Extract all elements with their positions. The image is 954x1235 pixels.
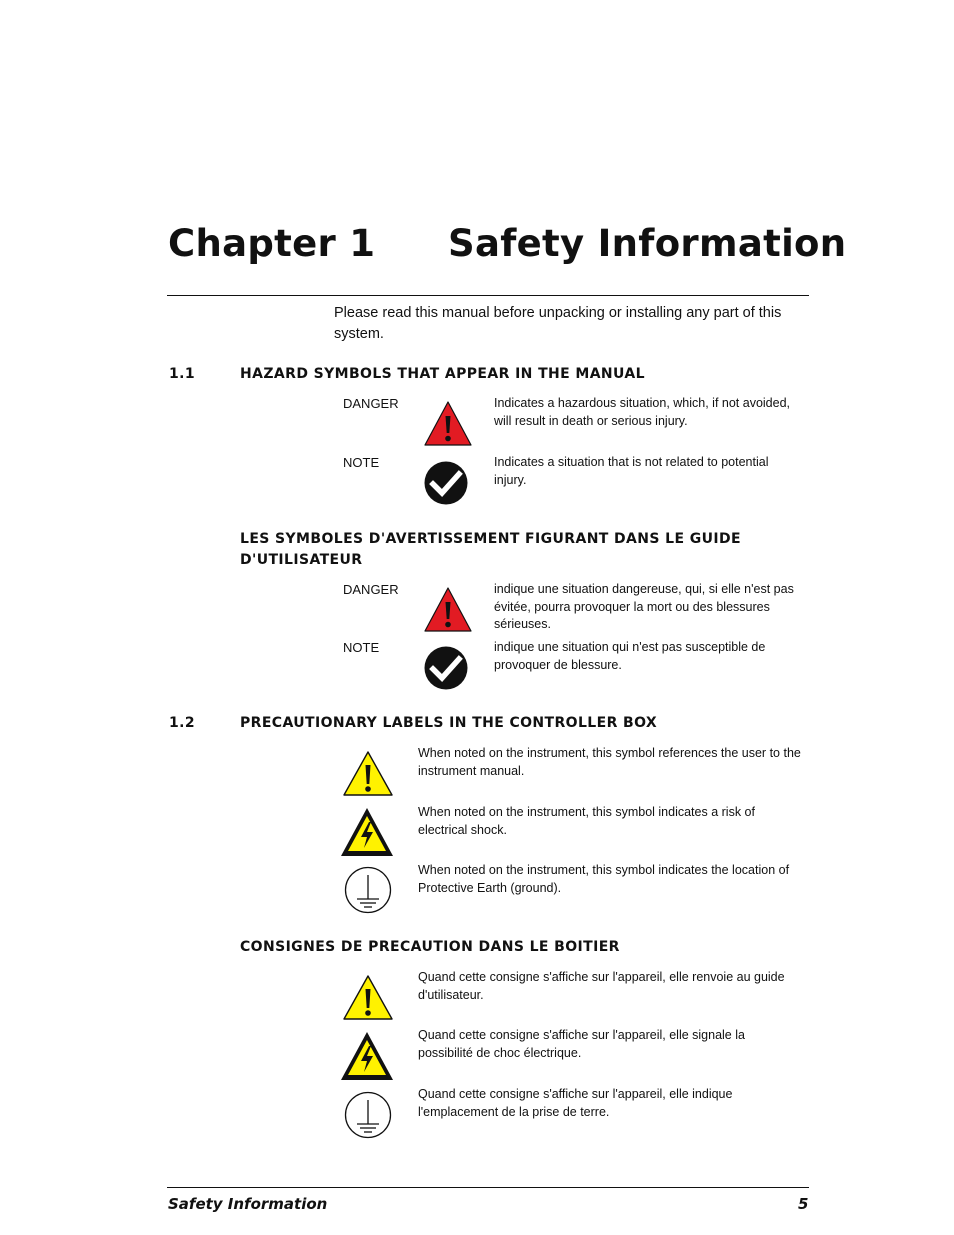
heading-divider: [167, 295, 809, 296]
note-label: NOTE: [343, 455, 380, 470]
note-description-fr: indique une situation qui n'est pas susceptible de provoquer de blessure.: [494, 640, 766, 672]
earth-description-fr: Quand cette consigne s'affiche sur l'appareil, elle indique l'emplacement de la prise de terre.: [418, 1087, 733, 1119]
danger-label: DANGER: [343, 396, 399, 411]
earth-description: When noted on the instrument, this symbol indicates the location of Protective Earth (ground).: [418, 863, 790, 895]
checkmark-icon: [424, 646, 468, 690]
danger-exclamation-icon: [423, 586, 473, 633]
caution-description-fr: Quand cette consigne s'affiche sur l'appareil, elle renvoie au guide d'utilisateur.: [418, 970, 785, 1002]
protective-earth-icon: [344, 866, 392, 914]
danger-exclamation-icon: [423, 400, 473, 447]
caution-description: When noted on the instrument, this symbol references the user to the instrument manual.: [418, 746, 801, 778]
note-description: Indicates a situation that is not related to potential injury.: [494, 455, 769, 487]
electrical-shock-icon: [339, 806, 395, 859]
section-number: 1.2: [169, 715, 196, 731]
checkmark-icon: [424, 461, 468, 505]
danger-description-fr: indique une situation dangereuse, qui, si elle n'est pas évitée, pourra provoquer la mort ou des blessures sérieuses.: [494, 582, 794, 631]
section-title-fr: LES SYMBOLES D'AVERTISSEMENT FIGURANT DANS LE GUIDE D'UTILISATEUR: [240, 531, 741, 568]
chapter-label: Chapter 1: [168, 222, 376, 265]
caution-triangle-icon: [341, 973, 395, 1022]
section-title: PRECAUTIONARY LABELS IN THE CONTROLLER BOX: [240, 715, 658, 731]
section-number: 1.1: [169, 366, 196, 382]
electrical-shock-icon: [339, 1030, 395, 1083]
shock-description-fr: Quand cette consigne s'affiche sur l'appareil, elle signale la possibilité de choc électrique.: [418, 1028, 745, 1060]
page-number: 5: [798, 1195, 809, 1213]
intro-paragraph: Please read this manual before unpacking or installing any part of this system.: [334, 305, 782, 342]
protective-earth-icon: [344, 1091, 392, 1139]
caution-triangle-icon: [341, 749, 395, 798]
shock-description: When noted on the instrument, this symbol indicates a risk of electrical shock.: [418, 805, 755, 837]
chapter-title: Safety Information: [448, 222, 847, 265]
section-title-fr: CONSIGNES DE PRECAUTION DANS LE BOITIER: [240, 939, 620, 955]
note-label-fr: NOTE: [343, 640, 380, 655]
footer-divider: [167, 1187, 809, 1188]
danger-description: Indicates a hazardous situation, which, if not avoided, will result in death or serious injury.: [494, 396, 791, 428]
danger-label-fr: DANGER: [343, 582, 399, 597]
section-title: HAZARD SYMBOLS THAT APPEAR IN THE MANUAL: [240, 366, 645, 382]
footer-title: Safety Information: [168, 1195, 328, 1213]
